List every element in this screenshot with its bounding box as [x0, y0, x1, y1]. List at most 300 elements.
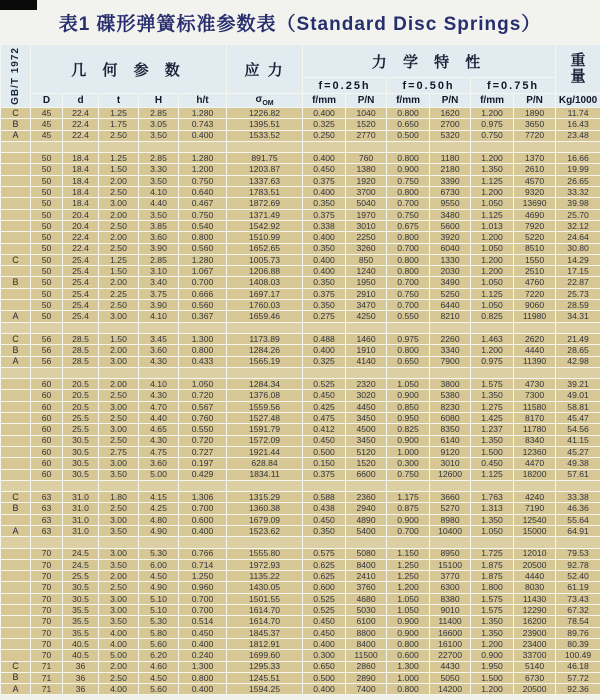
- data-cell: 3.50: [99, 616, 139, 627]
- data-cell: 1.350: [471, 390, 514, 401]
- data-cell: 71: [31, 661, 63, 672]
- data-cell: 1510.99: [227, 232, 303, 243]
- data-cell: 1.950: [471, 661, 514, 672]
- data-cell: 0.400: [303, 266, 346, 277]
- data-cell: 18.4: [63, 153, 99, 164]
- data-cell: 50: [31, 187, 63, 198]
- separator-cell: [471, 367, 514, 378]
- data-cell: 70: [31, 593, 63, 604]
- data-cell: 0.375: [303, 209, 346, 220]
- data-cell: 55.64: [556, 514, 600, 525]
- data-cell: 5250: [430, 288, 471, 299]
- data-cell: 22.4: [63, 130, 99, 141]
- data-cell: 2.00: [99, 661, 139, 672]
- data-cell: 9060: [514, 300, 556, 311]
- data-cell: 3020: [346, 390, 387, 401]
- data-cell: 1337.63: [227, 175, 303, 186]
- data-cell: 3490: [430, 277, 471, 288]
- data-cell: 0.750: [387, 175, 430, 186]
- data-cell: 1.200: [387, 582, 430, 593]
- data-cell: 1240: [346, 266, 387, 277]
- separator-cell: [99, 322, 139, 333]
- data-cell: 50: [31, 232, 63, 243]
- data-cell: 0.350: [303, 277, 346, 288]
- table-row: [1, 356, 600, 367]
- data-cell: 0.475: [303, 413, 346, 424]
- data-cell: 1555.80: [227, 548, 303, 559]
- data-cell: 0.750: [387, 288, 430, 299]
- data-cell: 33.32: [556, 187, 600, 198]
- data-cell: 0.350: [303, 525, 346, 536]
- data-cell: 4.40: [139, 198, 179, 209]
- data-cell: 3450: [346, 435, 387, 446]
- data-cell: 1520: [346, 119, 387, 130]
- data-cell: 2.00: [99, 379, 139, 390]
- data-cell: 3.50: [139, 130, 179, 141]
- data-cell: 3660: [430, 492, 471, 503]
- data-cell: 50: [31, 300, 63, 311]
- data-cell: 8800: [346, 627, 387, 638]
- data-cell: 0.900: [387, 164, 430, 175]
- data-cell: 1760.03: [227, 300, 303, 311]
- data-cell: 11980: [514, 311, 556, 322]
- data-cell: 3.00: [99, 593, 139, 604]
- separator-cell: [1, 322, 31, 333]
- data-cell: 5320: [430, 130, 471, 141]
- data-cell: 0.550: [387, 311, 430, 322]
- series-label-cell: [1, 288, 31, 299]
- data-cell: 1.050: [471, 243, 514, 254]
- data-cell: 3.85: [139, 220, 179, 231]
- data-cell: 60: [31, 401, 63, 412]
- data-cell: 3800: [430, 379, 471, 390]
- series-label-cell: [1, 413, 31, 424]
- data-cell: 628.84: [227, 458, 303, 469]
- data-cell: 1.175: [387, 492, 430, 503]
- data-cell: 2.50: [99, 130, 139, 141]
- separator-cell: [387, 367, 430, 378]
- series-label-cell: [1, 390, 31, 401]
- data-cell: 0.800: [387, 153, 430, 164]
- scan-corner-mark: [0, 0, 37, 10]
- data-cell: 2260: [430, 333, 471, 344]
- col-f50-f: f/mm: [387, 94, 430, 108]
- data-cell: 25.4: [63, 288, 99, 299]
- header-weight: [556, 45, 600, 94]
- data-cell: 22.87: [556, 277, 600, 288]
- table-row: [1, 684, 600, 695]
- data-cell: 45.47: [556, 413, 600, 424]
- table-row: [1, 130, 600, 141]
- table-row: [1, 164, 600, 175]
- col-f50-p: P/N: [430, 94, 471, 108]
- data-cell: 0.438: [303, 503, 346, 514]
- table-row: [1, 492, 600, 503]
- data-cell: 71: [31, 672, 63, 683]
- data-cell: 70: [31, 559, 63, 570]
- data-cell: 20.4: [63, 220, 99, 231]
- separator-cell: [346, 141, 387, 152]
- table-row: [1, 175, 600, 186]
- data-cell: 70: [31, 638, 63, 649]
- separator-cell: [387, 322, 430, 333]
- table-header: [1, 45, 600, 108]
- data-cell: 14.29: [556, 254, 600, 265]
- data-cell: 2320: [346, 379, 387, 390]
- data-cell: 70: [31, 616, 63, 627]
- data-cell: 5400: [346, 525, 387, 536]
- data-cell: 5.00: [99, 650, 139, 661]
- data-cell: 32.12: [556, 220, 600, 231]
- data-cell: 50: [31, 311, 63, 322]
- data-cell: 1460: [346, 333, 387, 344]
- table-row: [1, 650, 600, 661]
- data-cell: 60: [31, 390, 63, 401]
- data-cell: 1.150: [387, 548, 430, 559]
- series-label-cell: [1, 548, 31, 559]
- data-cell: 1594.25: [227, 684, 303, 695]
- data-cell: 2.50: [99, 672, 139, 683]
- data-cell: 22700: [430, 650, 471, 661]
- data-cell: 0.325: [303, 119, 346, 130]
- data-cell: 0.300: [303, 650, 346, 661]
- data-cell: 4890: [346, 514, 387, 525]
- data-cell: 1.75: [99, 119, 139, 130]
- data-cell: 1360.38: [227, 503, 303, 514]
- data-cell: 30.5: [63, 582, 99, 593]
- series-label-cell: [1, 469, 31, 480]
- data-cell: 1.50: [99, 266, 139, 277]
- data-cell: 3.00: [99, 356, 139, 367]
- data-cell: 60: [31, 458, 63, 469]
- data-cell: 4570: [514, 175, 556, 186]
- data-cell: 0.338: [303, 220, 346, 231]
- data-cell: 28.5: [63, 345, 99, 356]
- data-cell: 1.200: [471, 108, 514, 119]
- data-cell: 40.5: [63, 650, 99, 661]
- separator-cell: [31, 480, 63, 491]
- data-cell: 1533.52: [227, 130, 303, 141]
- data-cell: 30.5: [63, 458, 99, 469]
- data-cell: 2770: [346, 130, 387, 141]
- col-f25-f: f/mm: [303, 94, 346, 108]
- data-cell: 1.200: [471, 684, 514, 695]
- data-cell: 4470: [514, 458, 556, 469]
- separator-cell: [99, 141, 139, 152]
- data-cell: 2.85: [139, 254, 179, 265]
- data-cell: 0.700: [179, 277, 227, 288]
- data-cell: 1.425: [471, 413, 514, 424]
- data-cell: 0.500: [303, 672, 346, 683]
- data-cell: 1.500: [471, 672, 514, 683]
- data-cell: 3450: [346, 413, 387, 424]
- table-row: [1, 198, 600, 209]
- data-cell: 1520: [346, 458, 387, 469]
- data-cell: 1295.33: [227, 661, 303, 672]
- separator-cell: [179, 537, 227, 548]
- data-cell: 1.350: [471, 616, 514, 627]
- data-cell: 5030: [346, 605, 387, 616]
- data-cell: 0.700: [179, 503, 227, 514]
- data-cell: 12290: [514, 605, 556, 616]
- data-cell: 4690: [514, 209, 556, 220]
- data-cell: 25.5: [63, 413, 99, 424]
- separator-cell: [227, 322, 303, 333]
- data-cell: 2360: [346, 492, 387, 503]
- separator-cell: [1, 537, 31, 548]
- data-cell: 1.050: [471, 525, 514, 536]
- data-cell: 36: [63, 661, 99, 672]
- series-label-cell: [1, 401, 31, 412]
- data-cell: 3260: [346, 243, 387, 254]
- col-sigma: [227, 94, 303, 108]
- data-cell: 0.714: [179, 559, 227, 570]
- data-cell: 31.0: [63, 492, 99, 503]
- data-cell: 4430: [430, 661, 471, 672]
- table-row: [1, 548, 600, 559]
- data-cell: 3.00: [99, 458, 139, 469]
- data-cell: 0.975: [471, 119, 514, 130]
- data-cell: 4.50: [139, 672, 179, 683]
- data-cell: 20.4: [63, 209, 99, 220]
- separator-cell: [179, 367, 227, 378]
- data-cell: 1206.88: [227, 266, 303, 277]
- data-cell: 0.900: [387, 627, 430, 638]
- separator-cell: [31, 367, 63, 378]
- data-cell: 28.5: [63, 333, 99, 344]
- data-cell: 2180: [430, 164, 471, 175]
- data-cell: 4.00: [99, 684, 139, 695]
- data-cell: 1.313: [471, 503, 514, 514]
- header-f075: f=0.75h: [471, 78, 556, 94]
- col-D: D: [31, 94, 63, 108]
- data-cell: 80.39: [556, 638, 600, 649]
- table-row: [1, 593, 600, 604]
- data-cell: 0.429: [179, 469, 227, 480]
- data-cell: 0.750: [387, 209, 430, 220]
- data-cell: 20500: [514, 684, 556, 695]
- data-cell: 1.200: [471, 232, 514, 243]
- series-label-cell: A: [1, 525, 31, 536]
- data-cell: 7920: [514, 220, 556, 231]
- data-cell: 1.350: [471, 164, 514, 175]
- data-cell: 0.400: [303, 345, 346, 356]
- separator-cell: [1, 480, 31, 491]
- data-cell: 7190: [514, 503, 556, 514]
- data-cell: 1.050: [471, 277, 514, 288]
- data-cell: 10400: [430, 525, 471, 536]
- data-cell: 5.30: [139, 548, 179, 559]
- data-cell: 8210: [430, 311, 471, 322]
- series-label-cell: B: [1, 672, 31, 683]
- data-cell: 0.400: [303, 108, 346, 119]
- data-cell: 1.500: [471, 446, 514, 457]
- data-cell: 5.60: [139, 638, 179, 649]
- data-cell: 1135.22: [227, 571, 303, 582]
- data-cell: 1.200: [471, 254, 514, 265]
- data-cell: 0.750: [471, 130, 514, 141]
- weight-char-1: 重: [570, 52, 586, 70]
- data-cell: 25.4: [63, 266, 99, 277]
- separator-cell: [346, 367, 387, 378]
- data-cell: 11500: [346, 650, 387, 661]
- data-cell: 8030: [514, 582, 556, 593]
- data-cell: 2.85: [139, 153, 179, 164]
- data-cell: 1.200: [471, 638, 514, 649]
- separator-cell: [387, 480, 430, 491]
- separator-cell: [303, 480, 346, 491]
- separator-cell: [139, 480, 179, 491]
- data-cell: 5.10: [139, 605, 179, 616]
- series-label-cell: [1, 243, 31, 254]
- data-cell: 4500: [346, 424, 387, 435]
- data-cell: 1.575: [471, 593, 514, 604]
- data-cell: 22.4: [63, 119, 99, 130]
- data-cell: 1565.19: [227, 356, 303, 367]
- data-cell: 70: [31, 605, 63, 616]
- data-cell: 0.450: [303, 514, 346, 525]
- data-cell: 4250: [346, 311, 387, 322]
- data-cell: 70: [31, 582, 63, 593]
- data-cell: 0.800: [179, 672, 227, 683]
- data-cell: 1.350: [471, 435, 514, 446]
- data-cell: 1501.55: [227, 593, 303, 604]
- data-cell: 1.050: [387, 593, 430, 604]
- data-cell: 3.50: [139, 175, 179, 186]
- data-cell: 4.10: [139, 379, 179, 390]
- col-weight-unit: Kg/1000: [556, 94, 600, 108]
- data-cell: 70: [31, 548, 63, 559]
- data-cell: 4.80: [139, 514, 179, 525]
- title-bar: [0, 0, 600, 44]
- data-cell: 4140: [346, 356, 387, 367]
- data-cell: 33.38: [556, 492, 600, 503]
- series-label-cell: [1, 153, 31, 164]
- data-cell: 20500: [514, 559, 556, 570]
- data-cell: 36: [63, 684, 99, 695]
- data-cell: 1203.87: [227, 164, 303, 175]
- data-cell: 25.5: [63, 424, 99, 435]
- data-cell: 4.10: [139, 311, 179, 322]
- data-cell: 6730: [430, 187, 471, 198]
- data-cell: 3.60: [139, 458, 179, 469]
- data-cell: 1834.11: [227, 469, 303, 480]
- data-cell: 0.560: [179, 243, 227, 254]
- series-label-cell: B: [1, 119, 31, 130]
- series-label-cell: C: [1, 661, 31, 672]
- data-cell: 0.450: [303, 390, 346, 401]
- data-cell: 50: [31, 243, 63, 254]
- data-cell: 0.400: [179, 130, 227, 141]
- data-cell: 4.10: [139, 187, 179, 198]
- data-cell: 0.625: [303, 571, 346, 582]
- separator-cell: [227, 480, 303, 491]
- data-cell: 57.72: [556, 672, 600, 683]
- data-cell: 1.275: [471, 401, 514, 412]
- data-cell: 0.540: [179, 220, 227, 231]
- table-row: [1, 232, 600, 243]
- data-cell: 16.66: [556, 153, 600, 164]
- sigma-subscript: OM: [262, 100, 274, 107]
- data-cell: 1180: [430, 153, 471, 164]
- series-label-cell: C: [1, 333, 31, 344]
- data-cell: 5050: [430, 672, 471, 683]
- series-label-cell: [1, 650, 31, 661]
- data-cell: 18.4: [63, 187, 99, 198]
- data-cell: 4760: [514, 277, 556, 288]
- data-cell: 4.60: [139, 661, 179, 672]
- data-cell: 850: [346, 254, 387, 265]
- col-f75-p: P/N: [514, 94, 556, 108]
- data-cell: 64.91: [556, 525, 600, 536]
- data-cell: 50: [31, 175, 63, 186]
- data-cell: 1430.05: [227, 582, 303, 593]
- data-cell: 760: [346, 153, 387, 164]
- data-cell: 0.975: [387, 333, 430, 344]
- data-cell: 1.875: [471, 571, 514, 582]
- data-cell: 5140: [514, 661, 556, 672]
- data-cell: 50: [31, 220, 63, 231]
- data-cell: 1.050: [471, 198, 514, 209]
- series-label-cell: [1, 446, 31, 457]
- data-cell: 8230: [430, 401, 471, 412]
- data-cell: 6040: [430, 243, 471, 254]
- data-cell: 2.50: [99, 243, 139, 254]
- series-label-cell: [1, 175, 31, 186]
- data-cell: 5.60: [139, 684, 179, 695]
- data-cell: 3340: [430, 345, 471, 356]
- data-cell: 3.00: [99, 605, 139, 616]
- data-cell: 70: [31, 571, 63, 582]
- data-cell: 50: [31, 254, 63, 265]
- data-cell: 5.10: [139, 593, 179, 604]
- data-cell: 0.525: [303, 605, 346, 616]
- data-cell: 4.30: [139, 356, 179, 367]
- data-cell: 25.4: [63, 300, 99, 311]
- data-cell: 30.5: [63, 593, 99, 604]
- table-row: [1, 300, 600, 311]
- data-cell: 16100: [430, 638, 471, 649]
- separator-cell: [303, 537, 346, 548]
- data-cell: 60: [31, 413, 63, 424]
- separator-cell: [430, 537, 471, 548]
- data-cell: 4.50: [139, 571, 179, 582]
- data-cell: 8510: [514, 243, 556, 254]
- table-row: [1, 413, 600, 424]
- data-cell: 3760: [346, 582, 387, 593]
- data-cell: 0.400: [179, 525, 227, 536]
- table-row: [1, 379, 600, 390]
- data-cell: 0.450: [303, 164, 346, 175]
- data-cell: 1890: [514, 108, 556, 119]
- data-cell: 6100: [346, 616, 387, 627]
- data-cell: 3.00: [99, 514, 139, 525]
- series-label-cell: [1, 435, 31, 446]
- table-row: [1, 571, 600, 582]
- data-cell: 0.450: [179, 627, 227, 638]
- data-cell: 6.00: [139, 559, 179, 570]
- data-cell: 0.525: [303, 379, 346, 390]
- data-cell: 24.64: [556, 232, 600, 243]
- data-cell: 50: [31, 288, 63, 299]
- data-cell: 0.400: [303, 232, 346, 243]
- data-cell: 30.5: [63, 469, 99, 480]
- data-cell: 35.5: [63, 627, 99, 638]
- data-cell: 58.81: [556, 401, 600, 412]
- data-cell: 1.125: [471, 469, 514, 480]
- data-cell: 0.750: [387, 469, 430, 480]
- data-cell: 34.31: [556, 311, 600, 322]
